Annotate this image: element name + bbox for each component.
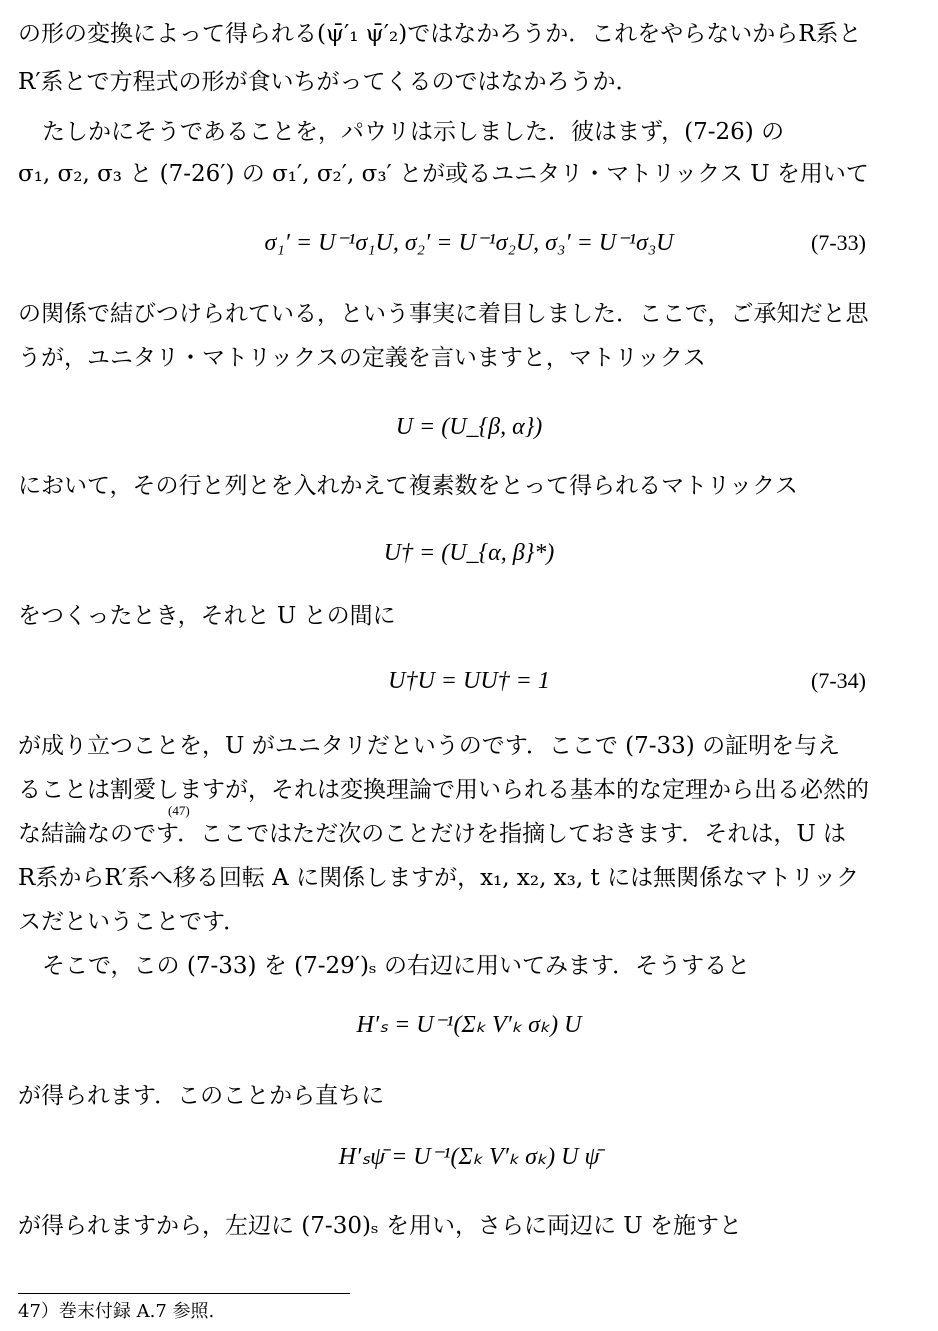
text-line-16: が得られますから，左辺に (7‑30)ₛ を用い，さらに両辺に U を施すと	[18, 1213, 742, 1239]
equation-unitary-matrix: U = (U_{β, α})	[395, 414, 543, 440]
footnote-text: 47）巻末付録 A.7 参照.	[18, 1301, 215, 1322]
equation-number-7-34: (7‑34)	[811, 668, 866, 693]
text-line-2: R′系とで方程式の形が食いちがってくるのではなかろうか．	[18, 69, 639, 95]
equation-7-34: U†U = UU† = 1	[388, 668, 550, 694]
text-line-1: の形の変換によって得られる(ψ̄′₁ ψ̄′₂)ではなかろうか．これをやらないからR系と	[18, 21, 862, 47]
text-line-5: の関係で結びつけられている，という事実に着目しました．ここで，ご承知だと思	[18, 301, 869, 327]
equation-hamiltonian-psi: H′ₛψ̄ = U⁻¹(Σₖ V′ₖ σₖ) U ψ̄	[338, 1144, 600, 1170]
equation-adjoint-matrix: U† = (U_{α, β}*)	[383, 540, 555, 566]
text-line-7: において，その行と列とを入れかえて複素数をとって得られるマトリックス	[18, 473, 798, 499]
text-line-3: たしかにそうであることを，パウリは示しました．彼はまず，(7‑26) の	[42, 119, 785, 145]
equation-hamiltonian-transform: H′ₛ = U⁻¹(Σₖ V′ₖ σₖ) U	[356, 1012, 582, 1038]
text-line-12: R系からR′系へ移る回転 A に関係しますが，x₁, x₂, x₃, t には無関係なマトリック	[18, 865, 860, 891]
text-line-14: そこで，この (7‑33) を (7‑29′)ₛ の右辺に用いてみます．そうすると	[42, 953, 751, 979]
equation-7-33: σ₁′ = U⁻¹σ₁U, σ₂′ = U⁻¹σ₂U, σ₃′ = U⁻¹σ₃U	[264, 230, 674, 256]
text-line-13: スだということです．	[18, 909, 247, 935]
text-line-6: うが，ユニタリ・マトリックスの定義を言いますと，マトリックス	[18, 345, 706, 371]
text-line-8: をつくったとき，それと U との間に	[18, 603, 396, 629]
footnote-rule	[18, 1293, 350, 1294]
text-line-15: が得られます．このことから直ちに	[18, 1083, 385, 1109]
text-line-11: な結論なのです．ここではただ次のことだけを指摘しておきます．それは，U は	[18, 821, 847, 847]
footnote-mark: (47)	[168, 803, 190, 818]
equation-number-7-33: (7‑33)	[811, 230, 866, 255]
text-line-10: ることは割愛しますが，それは変換理論で用いられる基本的な定理から出る必然的	[18, 777, 869, 803]
text-line-4: σ₁, σ₂, σ₃ と (7‑26′) の σ₁′, σ₂′, σ₃′ とが或るユニタリ・マトリックス U を用いて	[18, 161, 869, 187]
text-line-9: が成り立つことを，U がユニタリだというのです．ここで (7‑33) の証明を与え	[18, 733, 841, 759]
